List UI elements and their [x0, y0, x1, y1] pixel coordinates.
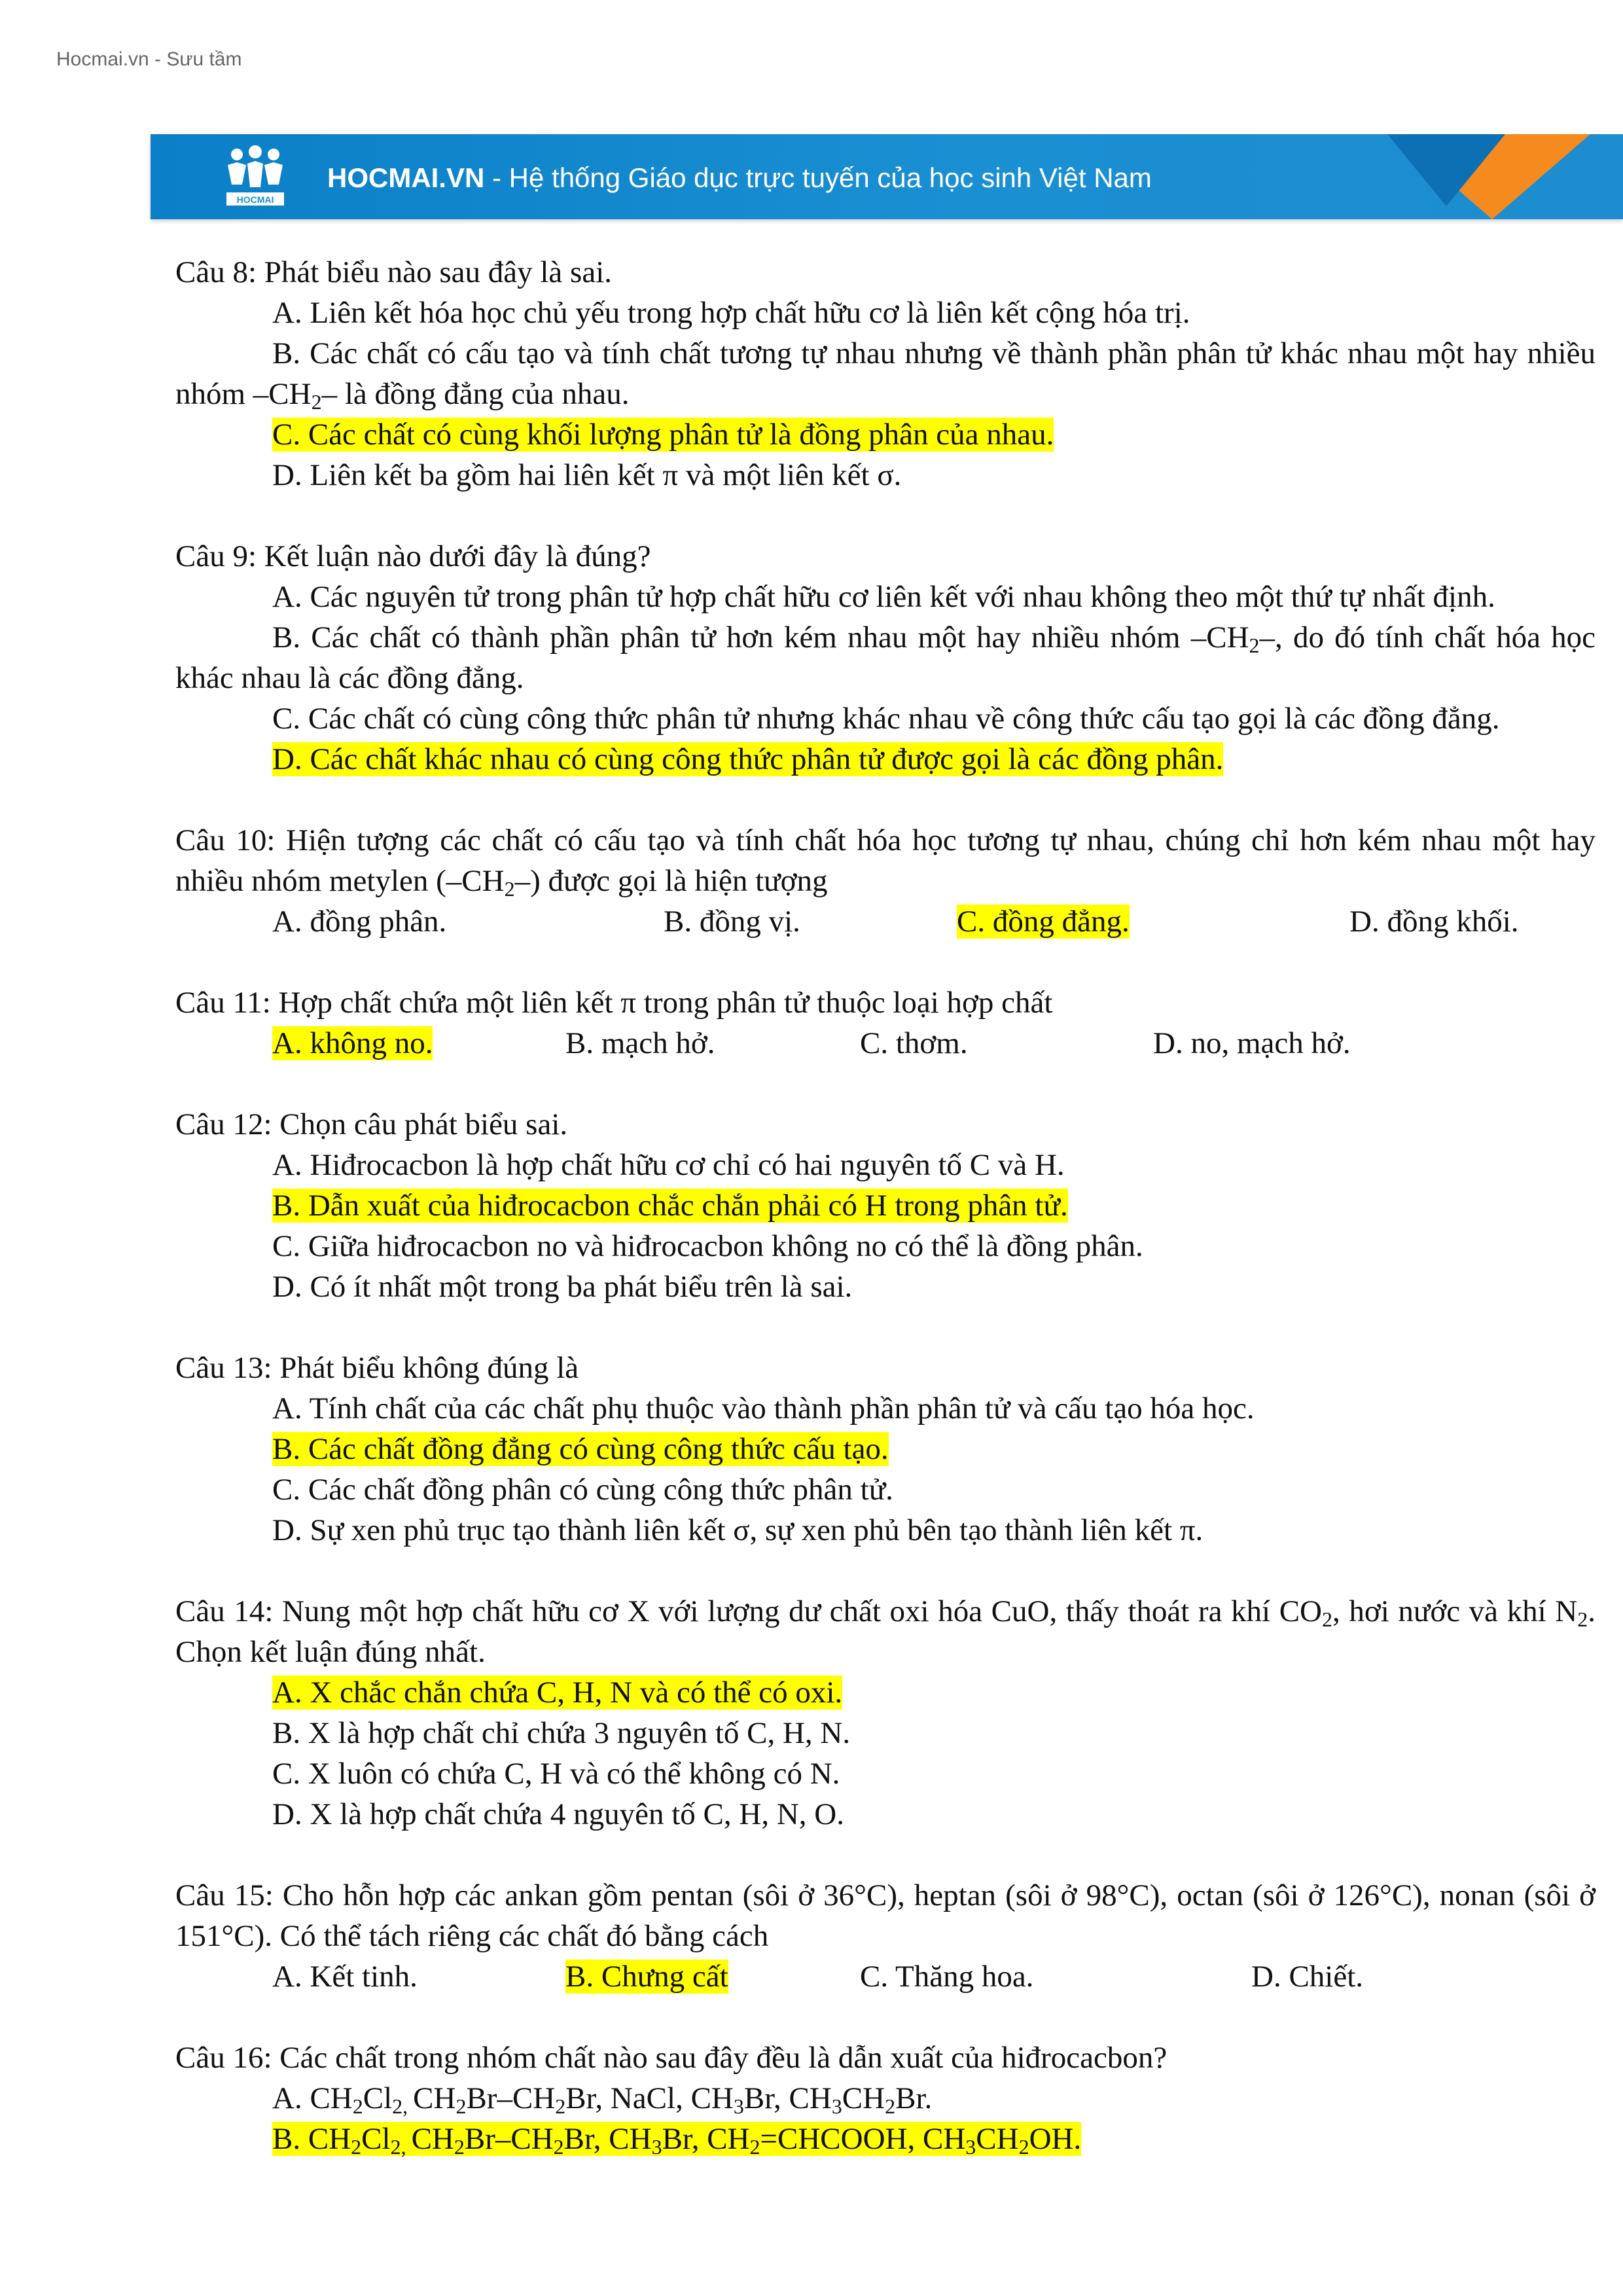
question-13: [175, 1348, 1596, 1551]
option-a: A. $CH_2Cl_{2,}$ $CH_2Br-CH_2Br$, NaCl, $CH_3Br$, $CH_3CH_2Br$.: [272, 2081, 933, 2118]
question-8: [175, 252, 1596, 495]
brand-tagline: - Hệ thống Giáo dục trực tuyến của học sinh Việt Nam: [484, 162, 1152, 193]
question-stem: Câu 9: Kết luận nào dưới đây là đúng?: [175, 539, 651, 573]
option-c: C. thơm.: [860, 1026, 968, 1060]
option-d: D. Liên kết ba gồm hai liên kết π và một liên kết σ.: [272, 458, 902, 492]
option-c: [175, 414, 1596, 455]
option-d: D. no, mạch hở.: [1153, 1026, 1351, 1060]
option-a: A. đồng phân.: [272, 905, 447, 939]
option-b: B. mạch hở.: [565, 1026, 715, 1060]
option-row: [175, 1956, 1596, 1997]
option-b: [565, 1956, 860, 1997]
question-stem: Câu 10: Hiện tượng các chất có cấu tạo và tính chất hóa học tương tự nhau, chúng chỉ hơn kém nhau một hay nhiều nhóm metylen $(-CH_2-)$ được gọi là hiện tượng: [175, 823, 1596, 901]
question-12: [175, 1104, 1596, 1307]
option-c: C. Thăng hoa.: [860, 1960, 1034, 1994]
highlighted-answer: B. Chưng cất: [565, 1960, 728, 1994]
banner-title: [327, 162, 1152, 194]
banner-blue-accent: [1387, 134, 1505, 206]
question-16: [175, 2037, 1596, 2159]
option-a: A. Tính chất của các chất phụ thuộc vào thành phần phân tử và cấu tạo hóa học.: [272, 1391, 1255, 1426]
logo-text: HOCMAI: [236, 194, 274, 205]
option-a: [175, 1672, 1596, 1713]
option-a: A. Hiđrocacbon là hợp chất hữu cơ chỉ có hai nguyên tố C và H.: [272, 1148, 1065, 1182]
option-d: D. Có ít nhất một trong ba phát biểu trên là sai.: [272, 1270, 853, 1304]
highlighted-answer: D. Các chất khác nhau có cùng công thức phân tử được gọi là các đồng phân.: [272, 742, 1224, 776]
question-10: [175, 820, 1596, 942]
question-15: [175, 1875, 1596, 1997]
option-d: D. Chiết.: [1251, 1960, 1364, 1994]
option-a: A. Kết tinh.: [272, 1960, 418, 1994]
question-stem: Câu 12: Chọn câu phát biểu sai.: [175, 1107, 568, 1141]
question-list: [175, 252, 1596, 2200]
option-d: D. đồng khối.: [1349, 905, 1519, 939]
highlighted-answer: B. Dẫn xuất của hiđrocacbon chắc chắn phải có H trong phân tử.: [272, 1189, 1068, 1223]
option-b: [175, 2119, 1596, 2159]
option-a: A. Liên kết hóa học chủ yếu trong hợp chất hữu cơ là liên kết cộng hóa trị.: [272, 296, 1190, 330]
highlighted-answer: B. Các chất đồng đẳng có cùng công thức cấu tạo.: [272, 1432, 889, 1466]
option-c: C. Giữa hiđrocacbon no và hiđrocacbon không no có thể là đồng phân.: [272, 1229, 1143, 1263]
question-11: [175, 982, 1596, 1064]
option-a: [272, 1023, 565, 1064]
option-c: C. X luôn có chứa C, H và có thể không có N.: [272, 1757, 840, 1791]
option-row: [175, 901, 1596, 942]
question-stem: Câu 14: Nung một hợp chất hữu cơ X với lượng dư chất oxi hóa CuO, thấy thoát ra khí $CO_2$, hơi nước và khí $N_2$. Chọn kết luận đúng nhất.: [175, 1594, 1596, 1669]
option-b: [175, 1429, 1596, 1469]
question-stem: Câu 13: Phát biểu không đúng là: [175, 1351, 579, 1385]
option-d: [175, 739, 1596, 780]
source-label: Hocmai.vn - Sưu tầm: [56, 48, 242, 70]
question-stem: Câu 8: Phát biểu nào sau đây là sai.: [175, 255, 612, 289]
question-stem: Câu 11: Hợp chất chứa một liên kết π trong phân tử thuộc loại hợp chất: [175, 986, 1053, 1020]
highlighted-answer: B. $CH_2Cl_{2,}$ $CH_2Br-CH_2Br$, $CH_3Br$, $CH_2=CHCOOH$, $CH_3CH_2OH$.: [272, 2122, 1082, 2159]
question-14: [175, 1591, 1596, 1835]
option-c: [957, 901, 1349, 942]
highlighted-answer: A. X chắc chắn chứa C, H, N và có thể có oxi.: [272, 1676, 843, 1710]
option-b: B. X là hợp chất chỉ chứa 3 nguyên tố C, H, N.: [272, 1716, 851, 1750]
highlighted-answer: A. không no.: [272, 1026, 433, 1060]
option-c: C. Các chất có cùng công thức phân tử nhưng khác nhau về công thức cấu tạo gọi là các đồng đẳng.: [272, 702, 1500, 736]
option-d: D. X là hợp chất chứa 4 nguyên tố C, H, N, O.: [272, 1797, 844, 1831]
question-stem: Câu 15: Cho hỗn hợp các ankan gồm pentan (sôi ở 36°C), heptan (sôi ở 98°C), octan (sôi ở 126°C), nonan (sôi ở 151°C). Có thể tách riêng các chất đó bằng cách: [175, 1878, 1596, 1953]
option-d: D. Sự xen phủ trục tạo thành liên kết σ, sự xen phủ bên tạo thành liên kết π.: [272, 1513, 1204, 1547]
question-stem: Câu 16: Các chất trong nhóm chất nào sau đây đều là dẫn xuất của hiđrocacbon?: [175, 2041, 1168, 2075]
option-b: B. Các chất có cấu tạo và tính chất tương tự nhau nhưng về thành phần phân tử khác nhau một hay nhiều nhóm $-CH_2-$ là đồng đẳng của nhau.: [175, 336, 1596, 414]
brand-name: HOCMAI.VN: [327, 162, 485, 193]
option-a: A. Các nguyên tử trong phân tử hợp chất hữu cơ liên kết với nhau không theo một thứ tự nhất định.: [272, 580, 1495, 614]
option-b: B. Các chất có thành phần phân tử hơn kém nhau một hay nhiều nhóm $-CH_2-$, do đó tính chất hóa học khác nhau là các đồng đẳng.: [175, 620, 1596, 695]
question-9: [175, 536, 1596, 780]
option-b: [175, 1185, 1596, 1226]
highlighted-answer: C. Các chất có cùng khối lượng phân tử là đồng phân của nhau.: [272, 418, 1054, 452]
option-c: C. Các chất đồng phân có cùng công thức phân tử.: [272, 1473, 893, 1507]
hocmai-logo-icon: [223, 145, 288, 209]
option-row: [175, 1023, 1596, 1064]
option-b: B. đồng vị.: [664, 905, 800, 939]
highlighted-answer: C. đồng đẳng.: [957, 905, 1130, 939]
